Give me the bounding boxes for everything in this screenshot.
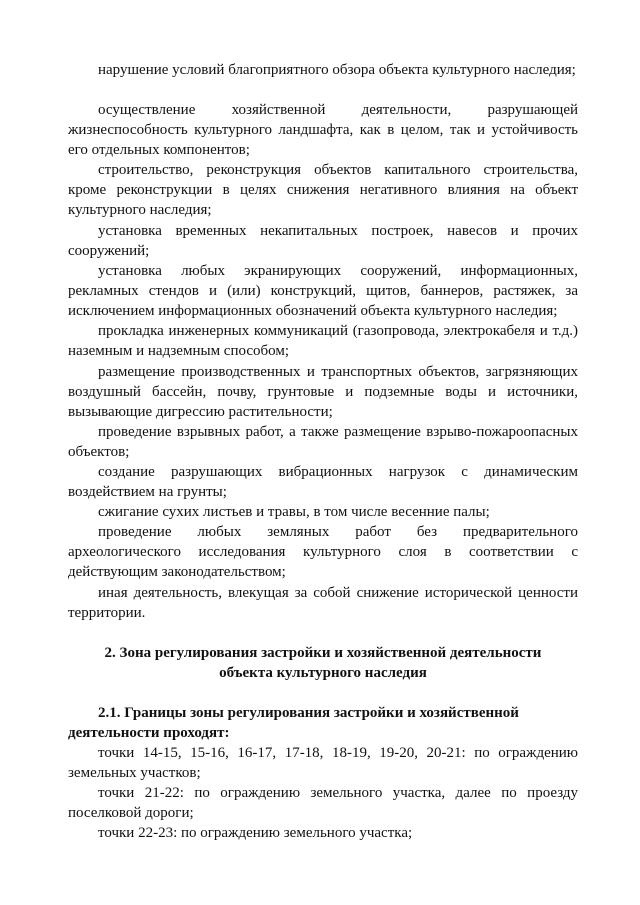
- boundary-paragraph: точки 22-23: по ограждению земельного участка;: [98, 825, 413, 841]
- paragraph: проведение любых земляных работ без предварительного археологического исследования культурного слоя в соответствии с действующим законодательством;: [68, 524, 578, 580]
- boundary-paragraph: точки 21-22: по ограждению земельного участка, далее по проезду поселковой дороги;: [68, 785, 578, 821]
- paragraph: иная деятельность, влекущая за собой снижение исторической ценности территории.: [68, 585, 578, 621]
- paragraph: осуществление хозяйственной деятельности, разрушающей жизнеспособность культурного ландшафта, как в целом, так и устойчивость его отдельных компонентов;: [68, 102, 578, 158]
- section-heading-line: объекта культурного наследия: [219, 665, 427, 681]
- paragraph: нарушение условий благоприятного обзора объекта культурного наследия;: [98, 62, 576, 78]
- section-heading-line: 2. Зона регулирования застройки и хозяйственной деятельности: [104, 645, 542, 661]
- subsection-heading: 2.1. Границы зоны регулирования застройки и хозяйственной деятельности проходят:: [68, 705, 519, 741]
- section-heading: [68, 643, 578, 683]
- paragraph: размещение производственных и транспортных объектов, загрязняющих воздушный бассейн, почву, грунтовые и подземные воды и источники, вызывающие дигрессию растительности;: [68, 364, 578, 420]
- paragraph: установка временных некапитальных построек, навесов и прочих сооружений;: [68, 223, 578, 259]
- paragraph: сжигание сухих листьев и травы, в том числе весенние палы;: [98, 504, 490, 520]
- paragraph: создание разрушающих вибрационных нагрузок с динамическим воздействием на грунты;: [68, 464, 578, 500]
- paragraph: проведение взрывных работ, а также размещение взрыво-пожароопасных объектов;: [68, 424, 578, 460]
- paragraph: строительство, реконструкция объектов капитального строительства, кроме реконструкции в целях снижения негативного влияния на объект культурного наследия;: [68, 162, 578, 218]
- paragraph: установка любых экранирующих сооружений, информационных, рекламных стендов и (или) конструкций, щитов, баннеров, растяжек, за исключением информационных обозначений объекта культурного наследия;: [68, 263, 578, 319]
- boundary-paragraph: точки 14-15, 15-16, 16-17, 17-18, 18-19, 19-20, 20-21: по ограждению земельных участков;: [68, 745, 578, 781]
- paragraph: прокладка инженерных коммуникаций (газопровода, электрокабеля и т.д.) наземным и надземным способом;: [68, 323, 578, 359]
